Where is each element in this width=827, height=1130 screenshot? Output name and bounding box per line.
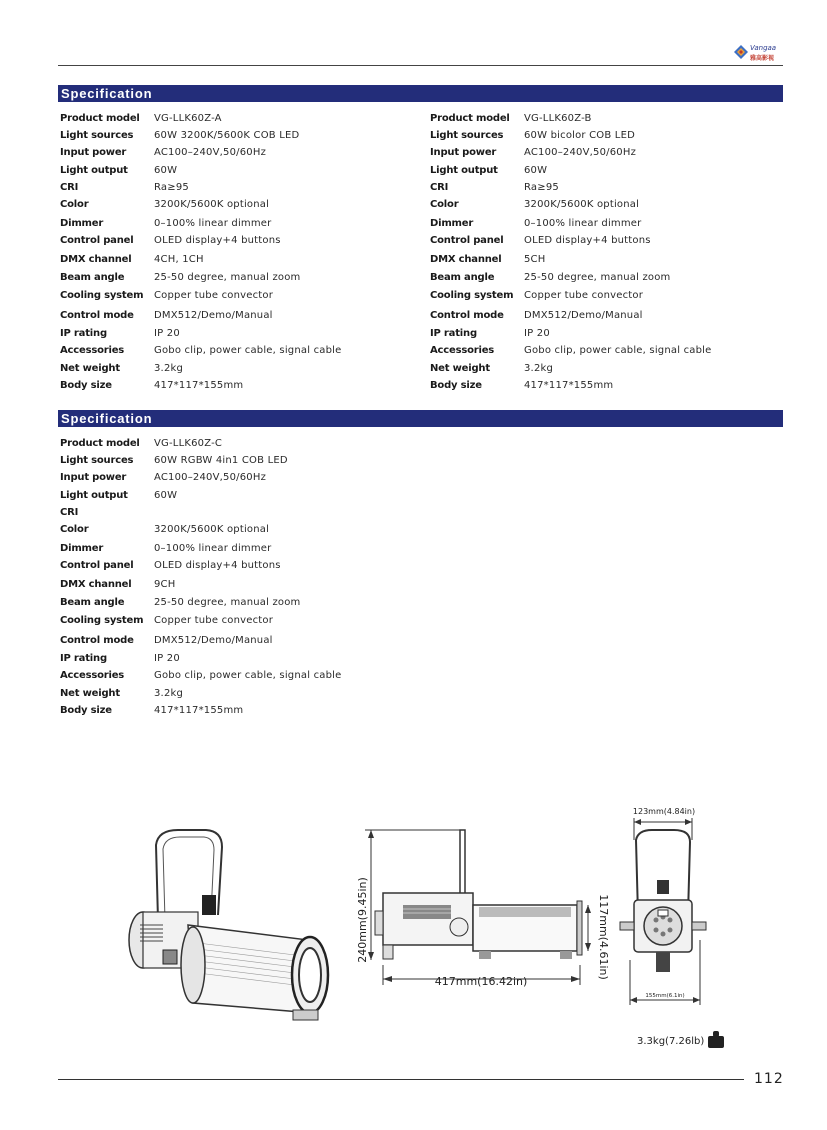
spec-label: Light output [60,490,128,501]
spec-label: Dimmer [60,543,104,554]
spec-value: 3.2kg [154,688,184,699]
spec-value: 5CH [524,254,546,265]
weight-icon [707,1030,725,1048]
spec-value: OLED display+4 buttons [154,560,281,571]
spec-label: IP rating [60,328,107,339]
spec-label: Control panel [60,560,134,571]
spec-label: CRI [60,182,79,193]
spec-value: 3.2kg [154,363,184,374]
spec-value: Gobo clip, power cable, signal cable [524,345,712,356]
spec-label: Control mode [430,310,504,321]
brand-name: Vangaa [750,44,777,52]
spec-label: Cooling system [430,290,514,301]
spec-value: OLED display+4 buttons [524,235,651,246]
section-title-spec-1: Specification [58,85,783,102]
spec-value: DMX512/Demo/Manual [524,310,643,321]
weight-label: 3.3kg(7.26lb) [637,1036,705,1047]
spec-label: Body size [60,705,112,716]
spec-label: Product model [430,113,510,124]
fixture-weight [637,1030,725,1048]
spec-value: 3200K/5600K optional [154,524,270,535]
spec-label: Control panel [430,235,504,246]
spec-label: Light sources [430,130,504,141]
spec-label: Input power [430,147,497,158]
spec-label: Light sources [60,455,134,466]
spec-value: VG-LLK60Z-B [524,113,592,124]
spec-label: DMX channel [60,579,132,590]
spec-value: Ra≥95 [524,182,559,193]
spec-label: Accessories [430,345,495,356]
spec-label: Control mode [60,635,134,646]
spec-value: Copper tube convector [524,290,644,301]
length-dimension-label: 417mm(16.42in) [434,975,528,988]
bottom-width-dimension-label: 155mm(6.1in) [645,993,685,999]
spec-value: 60W [524,165,548,176]
spec-label: IP rating [430,328,477,339]
brand-name-cn: 雅高影视 [750,55,775,62]
spec-value: 417*117*155mm [154,705,244,716]
footer-rule [58,1079,744,1080]
spec-value: 0–100% linear dimmer [154,218,272,229]
spec-value: Gobo clip, power cable, signal cable [154,345,342,356]
spec-value: 3200K/5600K optional [154,199,270,210]
spec-label: Net weight [60,688,120,699]
spec-value: 0–100% linear dimmer [154,543,272,554]
spec-value: Ra≥95 [154,182,189,193]
body-height-dimension-label: 117mm(4.61in) [597,894,610,980]
spec-label: Color [60,524,89,535]
spec-label: Light output [430,165,498,176]
spec-value: 25-50 degree, manual zoom [154,597,301,608]
top-width-dimension-label: 123mm(4.84in) [632,807,696,816]
spec-label: Accessories [60,345,125,356]
spec-label: Dimmer [430,218,474,229]
spec-value: IP 20 [154,653,180,664]
spec-label: Input power [60,472,127,483]
logo-diamond-icon [733,44,749,60]
spec-value: Copper tube convector [154,290,274,301]
spec-value: 60W [154,490,178,501]
spec-label: Beam angle [60,597,125,608]
spec-label: Light output [60,165,128,176]
spec-label: Cooling system [60,615,144,626]
spec-value: AC100–240V,50/60Hz [154,147,267,158]
fixture-side-dimension-drawing [355,825,615,993]
spec-value: OLED display+4 buttons [154,235,281,246]
spec-label: DMX channel [60,254,132,265]
spec-value: 0–100% linear dimmer [524,218,642,229]
spec-value: 60W bicolor COB LED [524,130,636,141]
spec-label: Control panel [60,235,134,246]
spec-value: 417*117*155mm [154,380,244,391]
spec-label: Dimmer [60,218,104,229]
spec-value: 417*117*155mm [524,380,614,391]
spec-label: Color [60,199,89,210]
header-rule [58,65,783,66]
spec-label: Body size [430,380,482,391]
spec-label: Color [430,199,459,210]
spec-label: Control mode [60,310,134,321]
spec-label: Net weight [60,363,120,374]
spec-value: DMX512/Demo/Manual [154,635,273,646]
fixture-front-dimension-drawing [612,800,717,1020]
spec-label: DMX channel [430,254,502,265]
spec-label: Beam angle [430,272,495,283]
spec-label: Body size [60,380,112,391]
spec-value: DMX512/Demo/Manual [154,310,273,321]
spec-label: Product model [60,438,140,449]
spec-value: 60W [154,165,178,176]
spec-value: IP 20 [524,328,550,339]
spec-value: 60W RGBW 4in1 COB LED [154,455,288,466]
spec-value: AC100–240V,50/60Hz [524,147,637,158]
spec-label: Product model [60,113,140,124]
spec-value: VG-LLK60Z-C [154,438,223,449]
spec-value: 9CH [154,579,176,590]
spec-label: CRI [60,507,79,518]
spec-label: CRI [430,182,449,193]
spec-label: Input power [60,147,127,158]
spec-value: AC100–240V,50/60Hz [154,472,267,483]
spec-value: 3.2kg [524,363,554,374]
spec-label: Accessories [60,670,125,681]
spec-value: 4CH, 1CH [154,254,204,265]
height-dimension-label: 240mm(9.45in) [356,877,369,963]
section-title-spec-2: Specification [58,410,783,427]
spec-value: IP 20 [154,328,180,339]
spec-value: 25-50 degree, manual zoom [154,272,301,283]
page-number: 112 [754,1071,784,1087]
spec-value: 3200K/5600K optional [524,199,640,210]
spec-label: Light sources [60,130,134,141]
spec-value: 25-50 degree, manual zoom [524,272,671,283]
spec-value: Gobo clip, power cable, signal cable [154,670,342,681]
fixture-perspective-drawing [118,825,333,1027]
spec-label: Beam angle [60,272,125,283]
spec-value: Copper tube convector [154,615,274,626]
spec-value: 60W 3200K/5600K COB LED [154,130,300,141]
brand-logo [733,42,785,64]
spec-label: Net weight [430,363,490,374]
spec-label: Cooling system [60,290,144,301]
spec-value: VG-LLK60Z-A [154,113,222,124]
spec-label: IP rating [60,653,107,664]
